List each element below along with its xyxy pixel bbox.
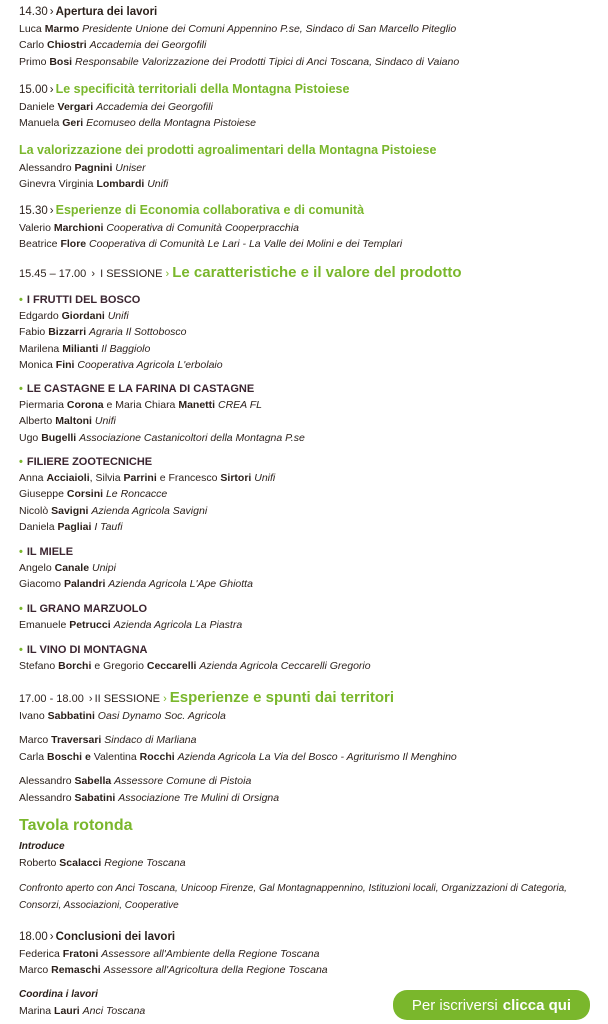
- topic-title: IL MIELE: [26, 546, 74, 558]
- speaker: Daniele Vergari Accademia dei Georgofili: [19, 101, 213, 113]
- time: 15.00: [19, 84, 48, 96]
- section-title: Apertura dei lavori: [55, 6, 158, 18]
- speaker: Carlo Chiostri Accademia dei Georgofili: [19, 39, 207, 52]
- speaker: Manuela Geri Ecomuseo della Montagna Pistoiese: [19, 117, 256, 130]
- speaker: Marina Lauri Anci Toscana: [19, 1005, 146, 1017]
- topic-frutti: [19, 292, 600, 374]
- arrow: ›: [91, 268, 96, 280]
- speaker: Giuseppe Corsini Le Roncacce: [19, 488, 168, 501]
- bullet: •: [19, 546, 23, 558]
- speaker: Alessandro Sabella Assessore Comune di Pistoia: [19, 775, 252, 788]
- speaker: Primo Bosi Responsabile Valorizzazione dei Prodotti Tipici di Anci Toscana, Sindaco di Vaiano: [19, 55, 460, 68]
- time: 14.30: [19, 6, 48, 18]
- speaker: Daniela Pagliai I Taufi: [19, 521, 123, 534]
- section-specificita: [19, 81, 600, 132]
- register-button[interactable]: [393, 990, 590, 1020]
- speaker: Federica Fratoni Assessore all'Ambiente della Regione Toscana: [19, 948, 320, 960]
- time: 15.45 – 17.00: [19, 268, 87, 280]
- arrow: ›: [163, 693, 167, 705]
- session-label: II SESSIONE: [94, 693, 160, 705]
- speaker: Ivano Sabbatini Oasi Dynamo Soc. Agricola: [19, 710, 226, 722]
- speaker: Nicolò Savigni Azienda Agricola Savigni: [19, 504, 208, 517]
- section-tavola: [19, 816, 600, 914]
- time: 18.00: [19, 931, 48, 943]
- roundtable-description: Confronto aperto con Anci Toscana, Unicoop Firenze, Gal Montagnappennino, Istituzioni locali, Organizzazioni di Categoria, Consorzi, Associazioni, Cooperative: [19, 883, 567, 912]
- speaker: Marco Remaschi Assessore all'Agricoltura della Regione Toscana: [19, 964, 328, 977]
- speaker: Giacomo Palandri Azienda Agricola L'Ape Ghiotta: [19, 578, 253, 591]
- speaker: Stefano Borchi e Gregorio Ceccarelli Azienda Agricola Ceccarelli Gregorio: [19, 660, 371, 672]
- speaker: Marco Traversari Sindaco di Marliana: [19, 734, 197, 747]
- bullet: •: [19, 603, 23, 615]
- speaker: Beatrice Flore Cooperativa di Comunità Le Lari - La Valle dei Molini e dei Templari: [19, 238, 403, 251]
- session-label: I SESSIONE: [100, 268, 163, 280]
- session-title: Le caratteristiche e il valore del prodotto: [172, 264, 462, 281]
- session-2: [19, 689, 600, 806]
- arrow: ›: [165, 268, 170, 280]
- speaker: Ginevra Virginia Lombardi Unifi: [19, 178, 169, 191]
- topic-title: IL GRANO MARZUOLO: [26, 603, 148, 615]
- section-valorizzazione: [19, 142, 600, 193]
- section-conclusioni: [19, 929, 600, 979]
- section-title: Conclusioni dei lavori: [55, 931, 176, 943]
- section-apertura: [19, 4, 600, 70]
- speaker: Piermaria Corona e Maria Chiara Manetti CREA FL: [19, 399, 262, 411]
- session-title: Esperienze e spunti dai territori: [169, 689, 395, 706]
- intro-label: Introduce: [19, 841, 65, 852]
- bullet: •: [19, 644, 23, 656]
- topic-title: IL VINO DI MONTAGNA: [26, 644, 148, 656]
- speaker: Monica Fini Cooperativa Agricola L'erbolaio: [19, 359, 223, 372]
- arrow: ›: [49, 6, 54, 18]
- arrow: ›: [49, 931, 54, 943]
- section-title: Tavola rotonda: [19, 817, 133, 834]
- session-1-header: [19, 264, 600, 283]
- speaker: Ugo Bugelli Associazione Castanicoltori della Montagna P.se: [19, 431, 305, 444]
- speaker: Carla Boschi e Valentina Rocchi Azienda Agricola La Via del Bosco - Agriturismo Il Menghino: [19, 750, 457, 763]
- arrow: ›: [88, 693, 93, 705]
- arrow: ›: [49, 84, 54, 96]
- bullet: •: [19, 456, 23, 468]
- topic-title: LE CASTAGNE E LA FARINA DI CASTAGNE: [26, 383, 255, 395]
- topic-grano: [19, 601, 600, 633]
- section-economia: [19, 202, 600, 253]
- speaker: Anna Acciaioli, Silvia Parrini e Francesco Sirtori Unifi: [19, 472, 276, 484]
- topic-filiere: [19, 454, 600, 536]
- arrow: ›: [49, 205, 54, 217]
- speaker: Alessandro Pagnini Uniser: [19, 162, 146, 174]
- speaker: Roberto Scalacci Regione Toscana: [19, 857, 186, 869]
- topic-miele: [19, 544, 600, 593]
- topic-castagne: [19, 381, 600, 446]
- speaker: Marilena Milianti Il Baggiolo: [19, 342, 151, 355]
- topic-title: I FRUTTI DEL BOSCO: [26, 294, 141, 306]
- section-title: La valorizzazione dei prodotti agroalimentari della Montagna Pistoiese: [19, 143, 437, 157]
- speaker: Alberto Maltoni Unifi: [19, 415, 116, 428]
- section-title: Le specificità territoriali della Montagna Pistoiese: [55, 82, 350, 96]
- bullet: •: [19, 294, 23, 306]
- speaker: Alessandro Sabatini Associazione Tre Mulini di Orsigna: [19, 791, 280, 804]
- register-button-strong: clicca qui: [502, 996, 572, 1014]
- speaker: Edgardo Giordani Unifi: [19, 310, 129, 322]
- speaker: Fabio Bizzarri Agraria Il Sottobosco: [19, 326, 187, 339]
- topic-vino: [19, 642, 600, 674]
- speaker: Emanuele Petrucci Azienda Agricola La Piastra: [19, 619, 243, 631]
- speaker: Luca Marmo Presidente Unione dei Comuni Appennino P.se, Sindaco di San Marcello Piteglio: [19, 23, 457, 35]
- section-title: Esperienze di Economia collaborativa e di comunità: [55, 203, 365, 217]
- coordina-label: Coordina i lavori: [19, 989, 98, 1000]
- bullet: •: [19, 383, 23, 395]
- speaker: Angelo Canale Unipi: [19, 562, 116, 574]
- time: 17.00 - 18.00: [19, 693, 84, 705]
- register-button-text: Per iscriversi: [411, 996, 498, 1014]
- time: 15.30: [19, 205, 48, 217]
- speaker: Valerio Marchioni Cooperativa di Comunità Cooperpracchia: [19, 222, 299, 234]
- topic-title: FILIERE ZOOTECNICHE: [26, 456, 153, 468]
